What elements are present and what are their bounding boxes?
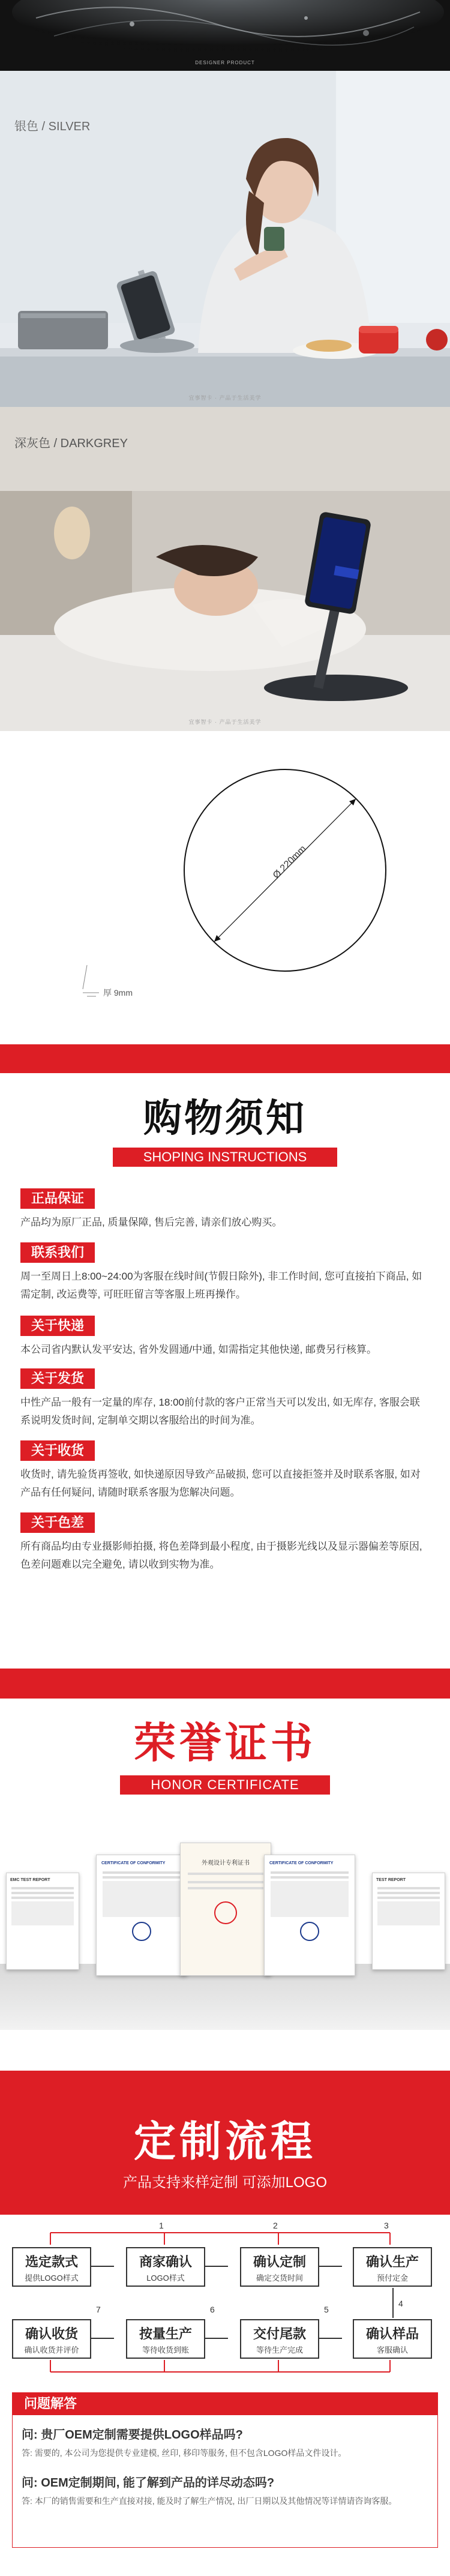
- silver-photo: [0, 71, 450, 407]
- certificate-5: [372, 1873, 445, 1970]
- custom-subtitle: 产品支持来样定制 可添加LOGO: [122, 2174, 328, 2191]
- step-number-5: 5: [324, 2305, 329, 2314]
- honor-band-top: [0, 1669, 450, 1699]
- step-title: 选定款式: [25, 2254, 78, 2269]
- tag-color-difference: 关于色差: [20, 1512, 95, 1533]
- faq-answer-1: 答: 需要的, 本公司为您提供专业建模, 丝印, 移印等服务, 但不包含LOGO样品文件设计。: [22, 2448, 347, 2458]
- certificate-1: [6, 1873, 79, 1970]
- tag-express: 关于快递: [20, 1316, 95, 1336]
- faq-question-1: 问: 贵厂OEM定制需要提供LOGO样品吗?: [22, 2428, 243, 2442]
- top-banner: [0, 0, 450, 71]
- step-title: 商家确认: [139, 2254, 192, 2269]
- certificate-2-title: CERTIFICATE OF CONFORMITY: [101, 1861, 166, 1865]
- shopping-header: [0, 1044, 450, 1188]
- text-color-difference: 所有商品均由专业摄影师拍摄, 将色差降到最小程度, 由于摄影光线以及显示器偏差等原因, 色差问题难以完全避免, 请以收到实物为准。: [20, 1541, 422, 1570]
- darkgrey-photo-caption: 宜事智卡 · 产品于生活美学: [188, 719, 262, 725]
- certificates-area: [0, 1825, 450, 2077]
- red-seal-icon: [214, 1901, 237, 1924]
- certificate-4-title: CERTIFICATE OF CONFORMITY: [269, 1861, 334, 1865]
- step-subtitle: 确定交货时间: [256, 2274, 303, 2283]
- text-receiving: 收货时, 请先验货再签收, 如快递原因导致产品破损, 您可以直接拒签并及时联系客服, 如对产品有任何疑问, 请随时联系客服为您解决问题。: [20, 1469, 421, 1498]
- step-number-7: 7: [96, 2305, 101, 2314]
- honor-title: 荣誉证书: [134, 1720, 316, 1766]
- header-subtitle: DESIGNER PRODUCT: [195, 60, 255, 65]
- shopping-header-band: [0, 1044, 450, 1073]
- thickness-label: 厚 9mm: [103, 988, 133, 998]
- step-number-4: 4: [398, 2299, 403, 2308]
- step-subtitle: 客服确认: [376, 2346, 408, 2355]
- text-contact: 周一至周日上8:00~24:00为客服在线时间(节假日除外), 非工作时间, 您可直接拍下商品, 如需定制, 改运费等, 可旺旺留言等客服上班再操作。: [20, 1271, 422, 1300]
- step-number-1: 1: [159, 2221, 164, 2230]
- step-mass-production: [126, 2319, 205, 2359]
- woman-in-bed-image: [0, 407, 450, 731]
- custom-title: 定制流程: [134, 2118, 316, 2165]
- step-title: 交付尾款: [253, 2326, 306, 2341]
- step-subtitle: 预付定金: [376, 2274, 408, 2283]
- diameter-label: Ø 220mm: [271, 843, 308, 881]
- custom-header: [0, 2071, 450, 2215]
- shopping-subtitle: SHOPING INSTRUCTIONS: [143, 1149, 307, 1164]
- certificate-1-title: EMC TEST REPORT: [10, 1878, 50, 1882]
- base-dimension-drawing: [0, 731, 450, 1031]
- tag-genuine: 正品保证: [20, 1188, 95, 1209]
- certificate-2: [96, 1855, 187, 1976]
- step-number-3: 3: [384, 2221, 389, 2230]
- silver-photo-caption: 宜事智卡 · 产品于生活美学: [188, 395, 262, 401]
- certificate-3-title: 外观设计专利证书: [202, 1860, 250, 1867]
- step-number-2: 2: [273, 2221, 278, 2230]
- dimension-diagram: [0, 731, 450, 1031]
- step-subtitle: 等待生产完成: [256, 2346, 303, 2355]
- step-title: 确认收货: [25, 2326, 78, 2341]
- step-merchant-confirm: [126, 2247, 205, 2287]
- shopping-list: [0, 1188, 450, 1729]
- certificate-4: [264, 1855, 355, 1976]
- tag-contact: 联系我们: [20, 1242, 95, 1263]
- step-select-style: [12, 2247, 91, 2287]
- seal-icon: [132, 1922, 151, 1941]
- text-genuine: 产品均为原厂正品, 质量保障, 售后完善, 请亲们放心购买。: [20, 1217, 283, 1228]
- process-flow: [0, 2215, 450, 2377]
- step-number-6: 6: [210, 2305, 215, 2314]
- step-title: 确认样品: [365, 2326, 419, 2341]
- step-subtitle: 确认收货并评价: [24, 2346, 79, 2355]
- certificate-3: [180, 1843, 271, 1976]
- step-title: 确认生产: [365, 2254, 419, 2269]
- faq-answer-2: 答: 本厂的销售需要和生产直接对接, 能及时了解生产情况, 出厂日期以及其他情况等详情请咨询客服。: [22, 2496, 397, 2506]
- step-confirm-custom: [240, 2247, 319, 2287]
- step-subtitle: 提供LOGO样式: [25, 2274, 79, 2283]
- honor-subtitle: HONOR CERTIFICATE: [151, 1777, 299, 1792]
- text-shipping: 中性产品一般有一定量的库存, 18:00前付款的客户正常当天可以发出, 如无库存, 客服会联系说明发货时间, 定制单交期以客服给出的时间为准。: [20, 1397, 420, 1426]
- step-pay-balance: [240, 2319, 319, 2359]
- certificate-5-title: TEST REPORT: [376, 1878, 406, 1882]
- tag-receiving: 关于收货: [20, 1440, 95, 1461]
- step-confirm-production: [353, 2247, 432, 2287]
- faq-question-2: 问: OEM定制期间, 能了解到产品的详尽动态吗?: [22, 2476, 275, 2490]
- tag-shipping: 关于发货: [20, 1368, 95, 1389]
- step-title: 确认定制: [253, 2254, 306, 2269]
- seal-icon: [300, 1922, 319, 1941]
- faq-title: 问题解答: [24, 2396, 77, 2411]
- faq-section: [0, 2389, 450, 2576]
- darkgrey-photo: [0, 407, 450, 731]
- step-title: 按量生产: [139, 2326, 192, 2341]
- step-subtitle: LOGO样式: [146, 2274, 185, 2283]
- step-subtitle: 等待收货到账: [142, 2346, 189, 2355]
- step-confirm-receipt: [12, 2319, 91, 2359]
- step-confirm-sample: [353, 2319, 432, 2359]
- darkgrey-color-label: 深灰色 / DARKGREY: [14, 437, 128, 450]
- shopping-title: 购物须知: [143, 1097, 307, 1140]
- text-express: 本公司省内默认发平安达, 省外发圆通/中通, 如需指定其他快递, 邮费另行核算。: [20, 1344, 377, 1355]
- silver-color-label: 银色 / SILVER: [14, 120, 91, 133]
- honor-header: [0, 1669, 450, 1825]
